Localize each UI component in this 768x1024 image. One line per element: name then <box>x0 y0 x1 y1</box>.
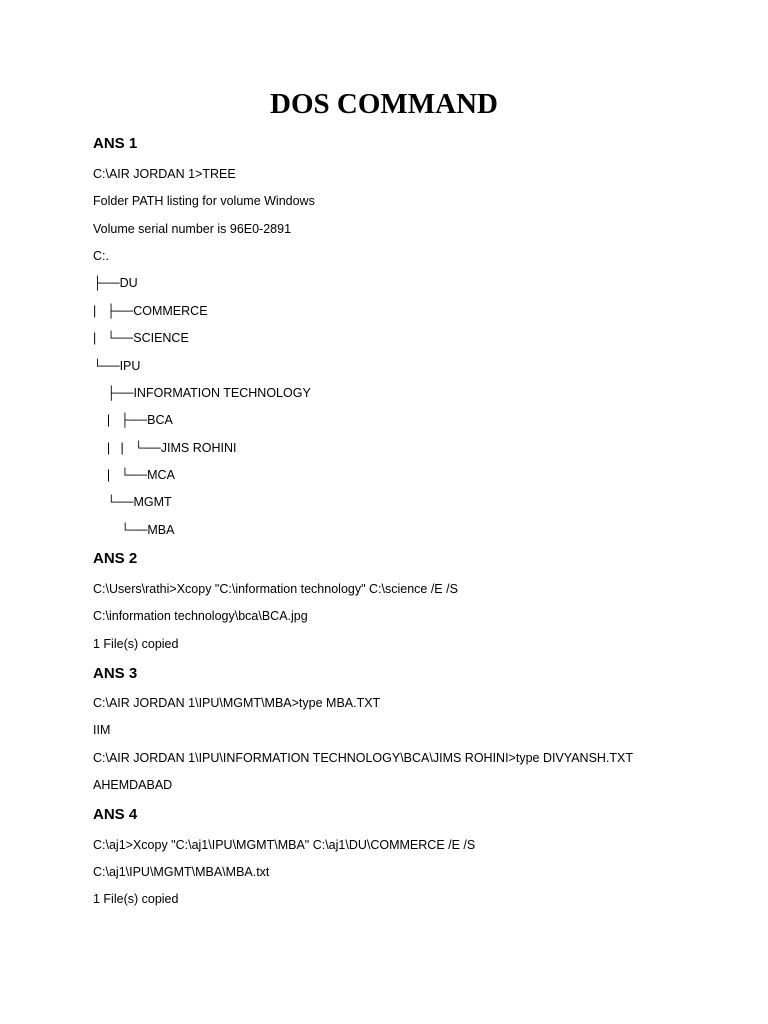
ans1-serial: Volume serial number is 96E0-2891 <box>93 222 292 236</box>
ans1-root: C:. <box>93 249 109 263</box>
tree-line: └──IPU <box>93 359 141 373</box>
ans3-line: C:\AIR JORDAN 1\IPU\INFORMATION TECHNOLOGY\BCA\JIMS ROHINI>type DIVYANSH.TXT <box>93 751 634 765</box>
tree-line: | └──SCIENCE <box>93 331 189 345</box>
ans1-command: C:\AIR JORDAN 1>TREE <box>93 167 236 181</box>
tree-line: ├──INFORMATION TECHNOLOGY <box>93 386 311 400</box>
page-title: DOS COMMAND <box>270 88 498 120</box>
tree-line: └──MGMT <box>93 495 172 509</box>
tree-line: └──MBA <box>93 523 175 537</box>
ans3-line: AHEMDABAD <box>93 778 173 792</box>
tree-line: | ├──BCA <box>93 413 173 427</box>
ans4-line: 1 File(s) copied <box>93 892 179 906</box>
tree-line: | └──MCA <box>93 468 175 482</box>
ans3-line: IIM <box>93 723 111 737</box>
ans4-line: C:\aj1>Xcopy "C:\aj1\IPU\MGMT\MBA" C:\aj1\DU\COMMERCE /E /S <box>93 838 476 852</box>
ans3-heading: ANS 3 <box>93 665 138 682</box>
ans2-heading: ANS 2 <box>93 550 138 567</box>
tree-line: | | └──JIMS ROHINI <box>93 441 237 455</box>
ans3-line: C:\AIR JORDAN 1\IPU\MGMT\MBA>type MBA.TXT <box>93 696 381 710</box>
ans2-line: C:\information technology\bca\BCA.jpg <box>93 609 308 623</box>
ans4-heading: ANS 4 <box>93 806 138 823</box>
ans1-heading: ANS 1 <box>93 135 138 152</box>
tree-line: ├──DU <box>93 276 138 290</box>
tree-line: | ├──COMMERCE <box>93 304 208 318</box>
ans4-line: C:\aj1\IPU\MGMT\MBA\MBA.txt <box>93 865 270 879</box>
ans2-line: 1 File(s) copied <box>93 637 179 651</box>
ans2-line: C:\Users\rathi>Xcopy "C:\information technology" C:\science /E /S <box>93 582 458 596</box>
ans1-listing: Folder PATH listing for volume Windows <box>93 194 315 208</box>
